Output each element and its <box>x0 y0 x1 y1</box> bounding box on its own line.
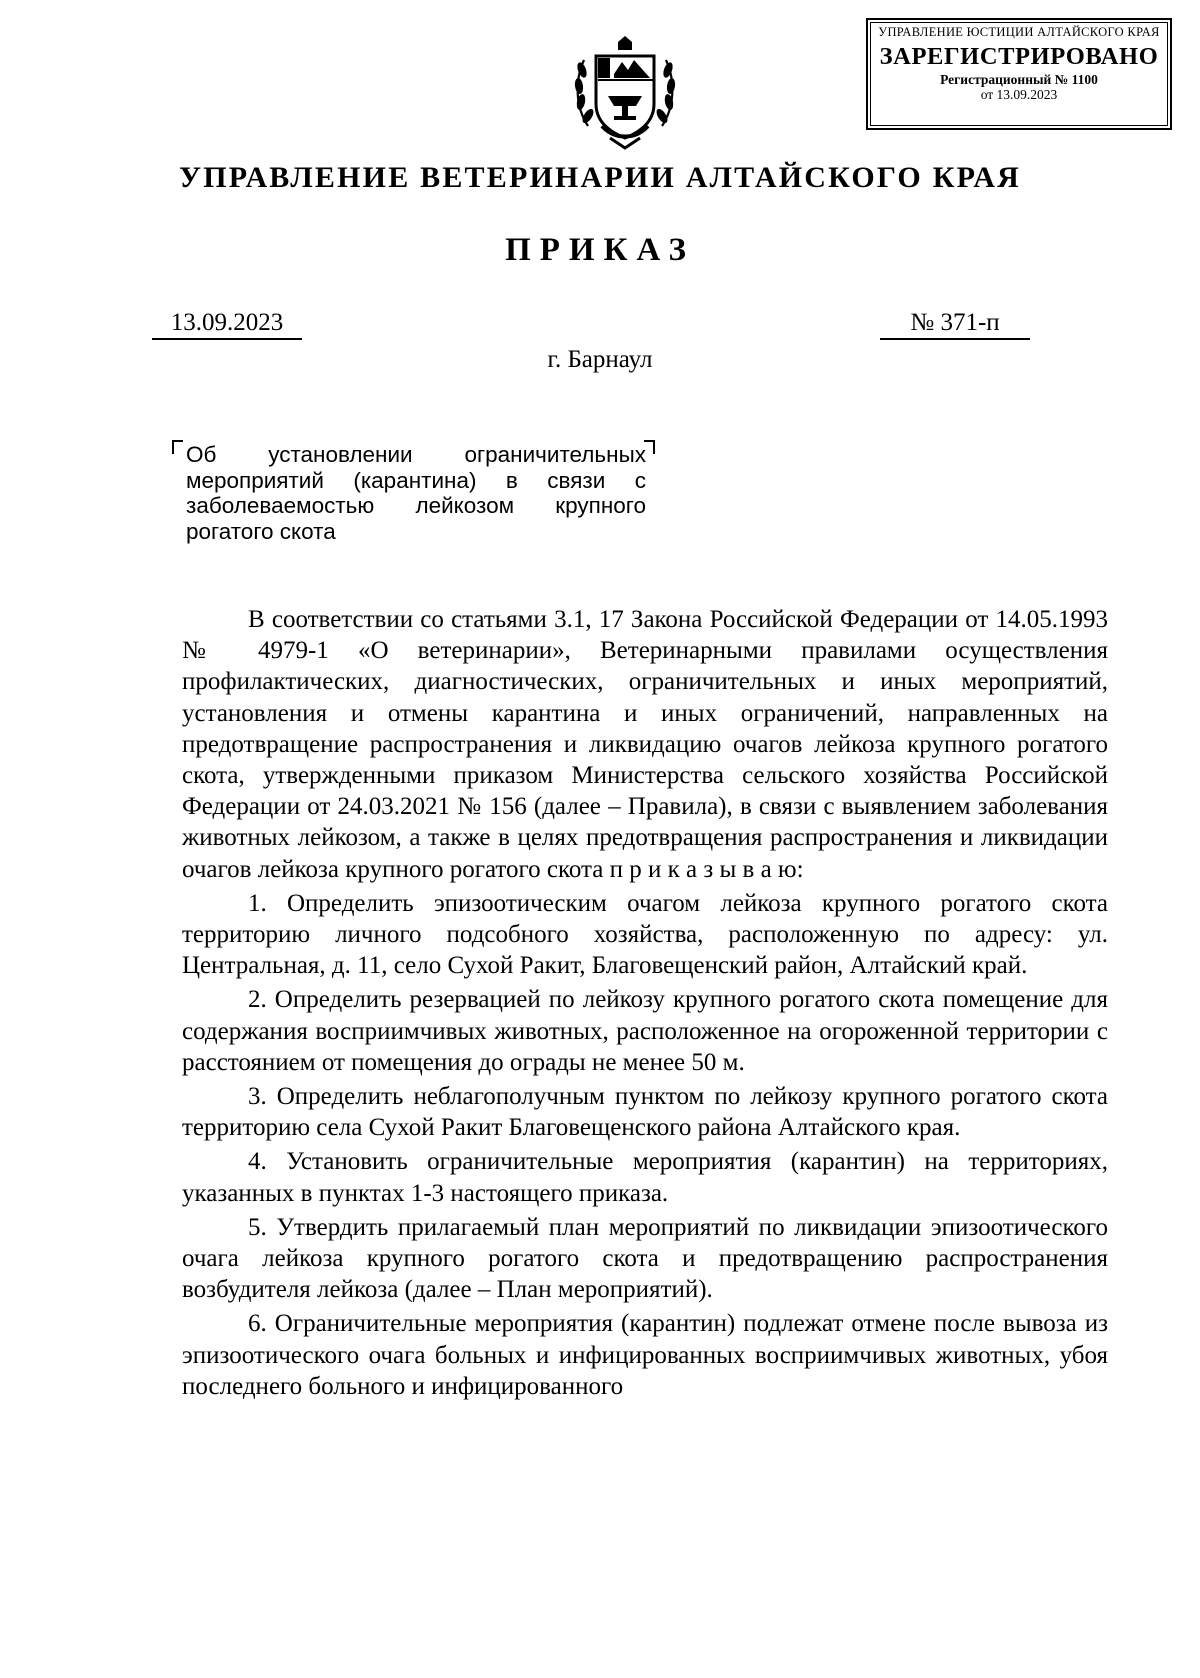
order-date: 13.09.2023 <box>152 308 302 340</box>
order-item: 5. Утвердить прилагаемый план мероприятий по ликвидации эпизоотического очага лейкоза крупного рогатого скота и предотвращению распространения возбудителя лейкоза (далее – План мероприятий). <box>182 1213 1108 1304</box>
city: г. Барнаул <box>547 346 653 373</box>
stamp-date: от 13.09.2023 <box>980 87 1058 102</box>
registration-stamp <box>866 18 1172 130</box>
order-number: № 371-п <box>880 308 1030 340</box>
order-item: 3. Определить неблагополучным пунктом по лейкозу крупного рогатого скота территорию села Сухой Ракит Благовещенского района Алтайского края. <box>182 1083 1108 1142</box>
coat-of-arms-emblem <box>570 34 680 152</box>
document-type: ПРИКАЗ <box>505 232 695 268</box>
agency-title: УПРАВЛЕНИЕ ВЕТЕРИНАРИИ АЛТАЙСКОГО КРАЯ <box>179 161 1021 194</box>
order-subject: Об установлении ограничительных мероприятий (карантина) в связи с заболеваемостью лейкозом крупного рогатого скота <box>186 442 646 544</box>
order-item: 6. Ограничительные мероприятия (карантин) подлежат отмене после вывоза из эпизоотического очага больных и инфицированных восприимчивых животных, убоя последнего больного и инфицированного <box>182 1310 1108 1400</box>
stamp-organization: УПРАВЛЕНИЕ ЮСТИЦИИ АЛТАЙСКОГО КРАЯ <box>878 25 1160 39</box>
order-item: 2. Определить резервацией по лейкозу крупного рогатого скота помещение для содержания восприимчивых животных, расположенное на огороженной территории с расстоянием от помещения до ограды не менее 50 м. <box>182 986 1108 1076</box>
subject-bracket-left <box>172 440 183 454</box>
order-body <box>182 604 1108 1402</box>
order-item: 1. Определить эпизоотическим очагом лейкоза крупного рогатого скота территорию личного подсобного хозяйства, расположенную по адресу: ул. Центральная, д. 11, село Сухой Ракит, Благовещенский район, Алтайский край. <box>182 889 1108 980</box>
stamp-status: ЗАРЕГИСТРИРОВАНО <box>879 43 1159 70</box>
preamble-paragraph: В соответствии со статьями 3.1, 17 Закона Российской Федерации от 14.05.1993 № 4979-1 «О ветеринарии», Ветеринарными правилами осуществления профилактических, диагностических, ограничительных и иных мероприятий, установления и отмены карантина и иных ограничений, направленных на предотвращение распространения и ликвидацию очагов лейкоза крупного рогатого скота, утвержденными приказом Министерства сельского хозяйства Российской Федерации от 24.03.2021 № 156 (далее – Правила), в связи с выявлением заболевания животных лейкозом, а также в целях предотвращения распространения и ликвидации очагов лейкоза крупного рогатого скота п р и к а з ы в а ю: <box>182 606 1108 883</box>
order-item: 4. Установить ограничительные мероприятия (карантин) на территориях, указанных в пунктах 1-3 настоящего приказа. <box>182 1148 1108 1207</box>
stamp-registration-number: Регистрационный № 1100 <box>940 72 1098 87</box>
